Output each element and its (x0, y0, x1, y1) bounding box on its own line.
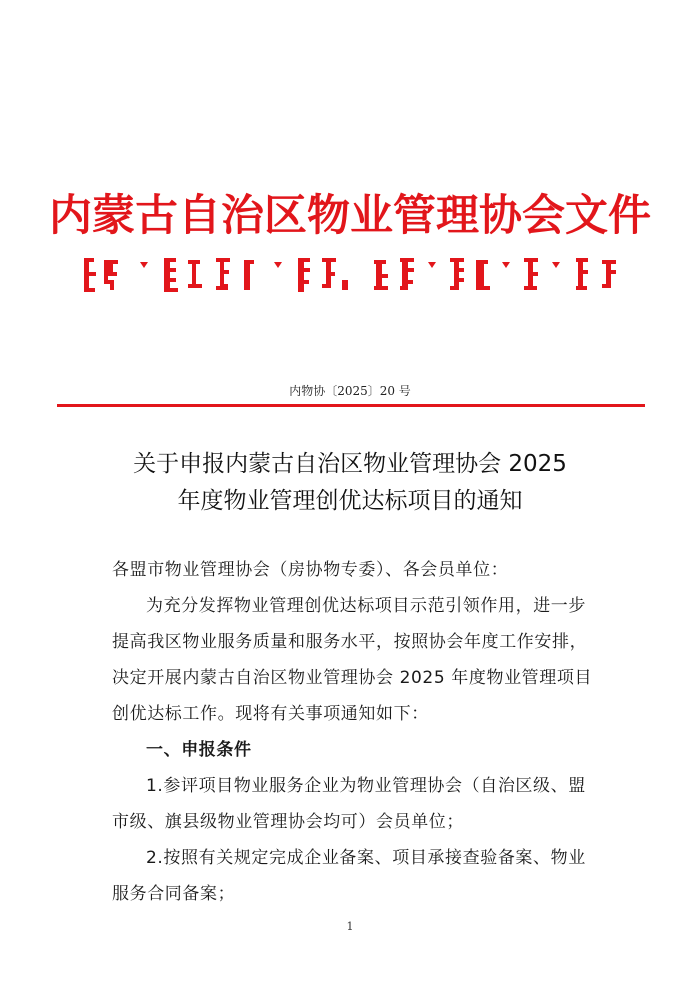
mongolian-script-masthead (78, 252, 626, 304)
document-title-line-1: 关于申报内蒙古自治区物业管理协会 2025 (133, 451, 567, 477)
masthead-title: 内蒙古自治区物业管理协会文件 (49, 191, 651, 241)
page-number: 1 (346, 920, 354, 933)
document-title-line-2: 年度物业管理创优达标项目的通知 (177, 488, 523, 514)
section-heading: 一、申报条件 (146, 740, 252, 760)
list-item-2: 2.按照有关规定完成企业备案、项目承接查验备案、物业服务合同备案； (112, 848, 586, 904)
red-divider-line (57, 404, 645, 407)
list-item-1: 1.参评项目物业服务企业为物业管理协会（自治区级、盟市级、旗县级物业管理协会均可）会员单位； (112, 776, 586, 832)
document-number: 内物协〔2025〕20 号 (289, 384, 411, 398)
salutation: 各盟市物业管理协会（房协物专委）、各会员单位： (112, 560, 509, 580)
intro-paragraph: 为充分发挥物业管理创优达标项目示范引领作用，进一步提高我区物业服务质量和服务水平，按照协会年度工作安排，决定开展内蒙古自治区物业管理协会 2025 年度物业管理项目创优达标工作。现将有关事项通知如下： (112, 596, 593, 724)
document-title (80, 446, 620, 520)
